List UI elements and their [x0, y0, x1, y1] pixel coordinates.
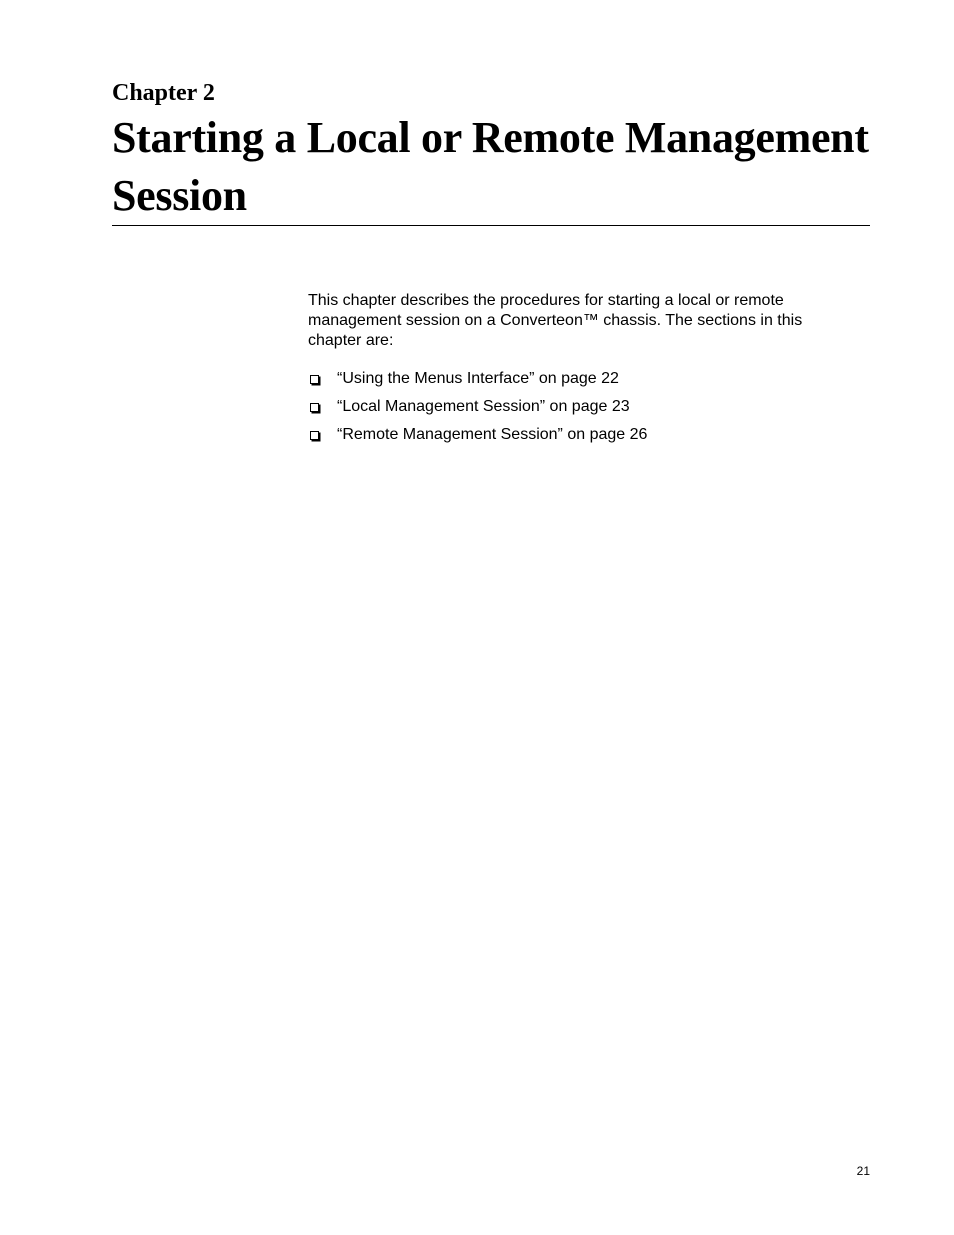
square-bullet-icon: [310, 403, 319, 412]
section-link-local-management-session[interactable]: “Local Management Session” on page 23: [337, 398, 630, 415]
square-bullet-icon: [310, 375, 319, 384]
title-divider: [112, 225, 870, 226]
chapter-label: Chapter 2: [112, 80, 215, 106]
page-number: 21: [856, 1164, 870, 1178]
list-item[interactable]: [308, 425, 853, 445]
list-item[interactable]: [308, 397, 853, 417]
intro-paragraph: This chapter describes the procedures for starting a local or remote management session on a Converteon™ chassis. The sections in this chapter are:: [308, 292, 803, 349]
chapter-title: Starting a Local or Remote Management Session: [112, 113, 869, 220]
section-list: [308, 369, 853, 453]
list-item[interactable]: [308, 369, 853, 389]
square-bullet-icon: [310, 431, 319, 440]
section-link-remote-management-session[interactable]: “Remote Management Session” on page 26: [337, 426, 648, 443]
section-link-using-menus-interface[interactable]: “Using the Menus Interface” on page 22: [337, 370, 619, 387]
